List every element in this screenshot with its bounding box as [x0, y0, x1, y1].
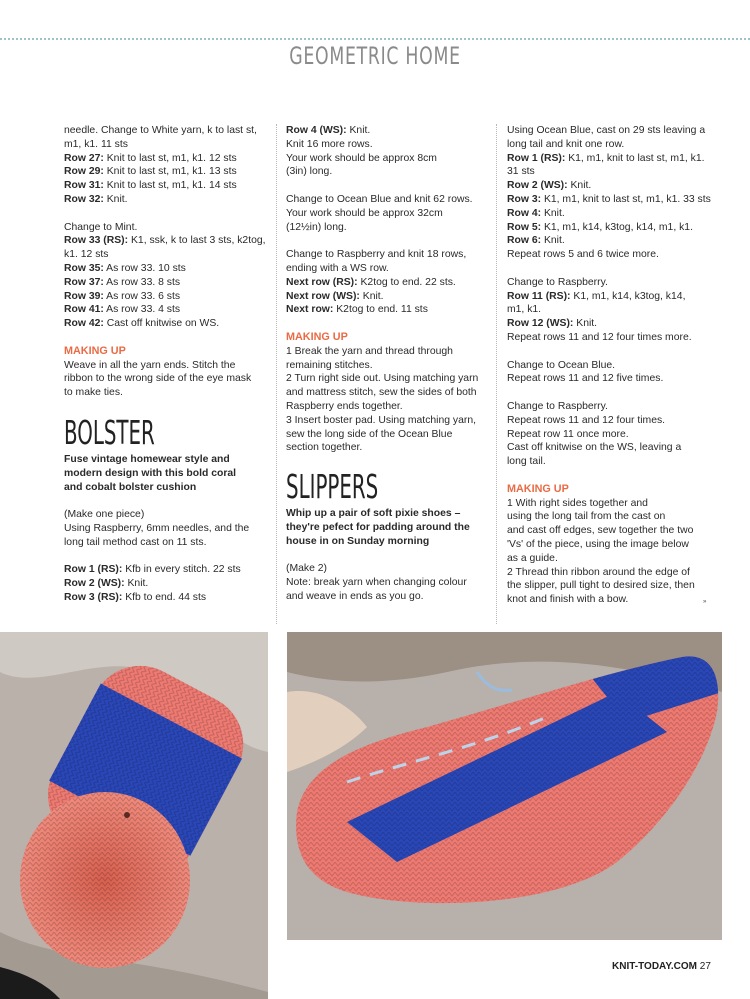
header-dotted-rule — [0, 38, 750, 40]
slippers-intro: Whip up a pair of soft pixie shoes – — [286, 508, 461, 520]
text-line: knot and finish with a bow. — [507, 594, 629, 606]
text-line: Cast off knitwise on the WS, leaving a — [507, 442, 682, 454]
text-line: and mattress stitch, sew the sides of both — [286, 387, 477, 399]
slipper-photo — [287, 632, 722, 940]
text-line: (Make 2) — [286, 563, 327, 575]
pattern-row: Next row (WS): Knit. — [286, 290, 384, 302]
page-turn-marker: » — [703, 599, 707, 605]
slippers-title: SLIPPERS — [286, 467, 379, 507]
pattern-row: Row 41: As row 33. 4 sts — [64, 304, 181, 316]
text-line: Change to Raspberry. — [507, 276, 608, 288]
text-line: Your work should be approx 8cm — [286, 152, 437, 164]
making-up-heading: MAKING UP — [507, 482, 569, 495]
text-line: Repeat row 11 once more. — [507, 428, 629, 440]
text-line: 3 Insert boster pad. Using matching yarn, — [286, 414, 477, 426]
pattern-row: Row 4: Knit. — [507, 207, 565, 219]
text-line: Repeat rows 11 and 12 four times more. — [507, 331, 692, 343]
pattern-row: Row 35: As row 33. 10 sts — [64, 262, 186, 274]
making-up-heading: MAKING UP — [64, 344, 126, 357]
pattern-row: Row 12 (WS): Knit. — [507, 318, 598, 330]
page-number: 27 — [699, 961, 711, 972]
pattern-row: Row 33 (RS): K1, ssk, k to last 3 sts, k2tog, — [64, 235, 266, 247]
text-line: using the long tail from the cast on — [507, 511, 666, 523]
bolster-title: BOLSTER — [64, 412, 155, 452]
pattern-row: Row 29: Knit to last st, m1, k1. 13 sts — [64, 166, 237, 178]
pattern-row: Row 2 (WS): Knit. — [64, 578, 149, 590]
text-line: m1, k1. — [507, 304, 542, 316]
text-line: Change to Raspberry and knit 18 rows, — [286, 249, 467, 261]
bolster-photo — [0, 632, 268, 999]
pattern-row: Row 1 (RS): Kfb in every stitch. 22 sts — [64, 564, 241, 576]
pattern-row: Row 39: As row 33. 6 sts — [64, 290, 181, 302]
column-3 — [507, 124, 711, 607]
text-line: Change to Ocean Blue. — [507, 359, 616, 371]
slippers-intro: they're pefect for padding around the — [286, 521, 470, 533]
text-line: needle. Change to White yarn, k to last st, — [64, 125, 257, 136]
text-line: Note: break yarn when changing colour — [286, 577, 467, 589]
bolster-intro: and cobalt bolster cushion — [64, 481, 197, 493]
text-line: (3in) long. — [286, 166, 333, 178]
text-line: Repeat rows 11 and 12 five times. — [507, 373, 664, 385]
text-line: 'Vs' of the piece, using the image below — [507, 538, 689, 550]
text-line: Change to Mint. — [64, 221, 138, 233]
bolster-intro: modern design with this bold coral — [64, 467, 237, 479]
page-footer — [612, 961, 711, 972]
text-line: sew the long side of the Ocean Blue — [286, 428, 453, 440]
text-line: 31 sts — [507, 166, 535, 178]
column-2 — [286, 124, 491, 604]
pattern-row: Next row (RS): K2tog to end. 22 sts. — [286, 276, 456, 288]
text-line: section together. — [286, 442, 363, 454]
text-line: long tail and knit one row. — [507, 138, 625, 150]
pattern-row: Row 37: As row 33. 8 sts — [64, 276, 181, 288]
pattern-row: Row 11 (RS): K1, m1, k14, k3tog, k14, — [507, 290, 686, 302]
text-line: 2 Thread thin ribbon around the edge of — [507, 566, 690, 578]
text-line: long tail. — [507, 456, 546, 468]
text-line: as a guide. — [507, 552, 558, 564]
text-line: k1. 12 sts — [64, 249, 109, 261]
pattern-row: Row 5: K1, m1, k14, k3tog, k14, m1, k1. — [507, 221, 693, 233]
text-line: and weave in ends as you go. — [286, 590, 424, 602]
pattern-row: Row 42: Cast off knitwise on WS. — [64, 318, 220, 330]
text-line: Knit 16 more rows. — [286, 138, 373, 150]
text-line: Change to Raspberry. — [507, 400, 608, 412]
text-line: 2 Turn right side out. Using matching yarn — [286, 373, 479, 385]
column-1 — [64, 124, 272, 605]
text-line: ending with a WS row. — [286, 262, 389, 274]
text-line: and cast off edges, sew together the two — [507, 525, 694, 537]
text-line: remaining stitches. — [286, 359, 373, 371]
pattern-row: Next row: K2tog to end. 11 sts — [286, 304, 428, 316]
slippers-intro: house in on Sunday morning — [286, 535, 430, 547]
section-header: GEOMETRIC HOME — [289, 42, 461, 70]
making-up-heading: MAKING UP — [286, 330, 348, 343]
text-line: Raspberry ends together. — [286, 400, 403, 412]
text-line: (Make one piece) — [64, 509, 145, 521]
pattern-row: Row 3: K1, m1, knit to last st, m1, k1. 33 sts — [507, 193, 711, 205]
column-divider — [496, 124, 497, 624]
column-divider — [276, 124, 277, 624]
pattern-row: Row 3 (RS): Kfb to end. 44 sts — [64, 591, 207, 603]
text-line: ribbon to the wrong side of the eye mask — [64, 373, 252, 385]
pattern-row: Row 4 (WS): Knit. — [286, 125, 371, 136]
pattern-row: Row 31: Knit to last st, m1, k1. 14 sts — [64, 180, 237, 192]
text-line: Using Raspberry, 6mm needles, and the — [64, 522, 250, 534]
text-line: Weave in all the yarn ends. Stitch the — [64, 359, 236, 371]
text-line: the slipper, pull tight to desired size, then — [507, 580, 695, 592]
text-line: Repeat rows 5 and 6 twice more. — [507, 249, 659, 261]
text-line: to make ties. — [64, 387, 123, 399]
pattern-row: Row 27: Knit to last st, m1, k1. 12 sts — [64, 152, 237, 164]
pattern-row: Row 2 (WS): Knit. — [507, 180, 592, 192]
bolster-intro: Fuse vintage homewear style and — [64, 453, 230, 465]
website-url: KNIT-TODAY.COM — [612, 961, 698, 972]
text-line: long tail method cast on 11 sts. — [64, 536, 207, 548]
pattern-row: Row 1 (RS): K1, m1, knit to last st, m1, k1. — [507, 152, 705, 164]
text-line: Your work should be approx 32cm — [286, 207, 443, 219]
text-line: (12½in) long. — [286, 221, 347, 233]
pattern-row: Row 32: Knit. — [64, 193, 128, 205]
pattern-row: Row 6: Knit. — [507, 235, 565, 247]
text-line: 1 Break the yarn and thread through — [286, 345, 453, 357]
slipper-illustration — [287, 632, 722, 940]
text-line: m1, k1. 11 sts — [64, 138, 128, 150]
text-line: Repeat rows 11 and 12 four times. — [507, 414, 666, 426]
bolster-illustration — [0, 632, 268, 999]
text-line: 1 With right sides together and — [507, 497, 648, 509]
text-line: Using Ocean Blue, cast on 29 sts leaving a — [507, 125, 706, 136]
text-line: Change to Ocean Blue and knit 62 rows. — [286, 193, 473, 205]
